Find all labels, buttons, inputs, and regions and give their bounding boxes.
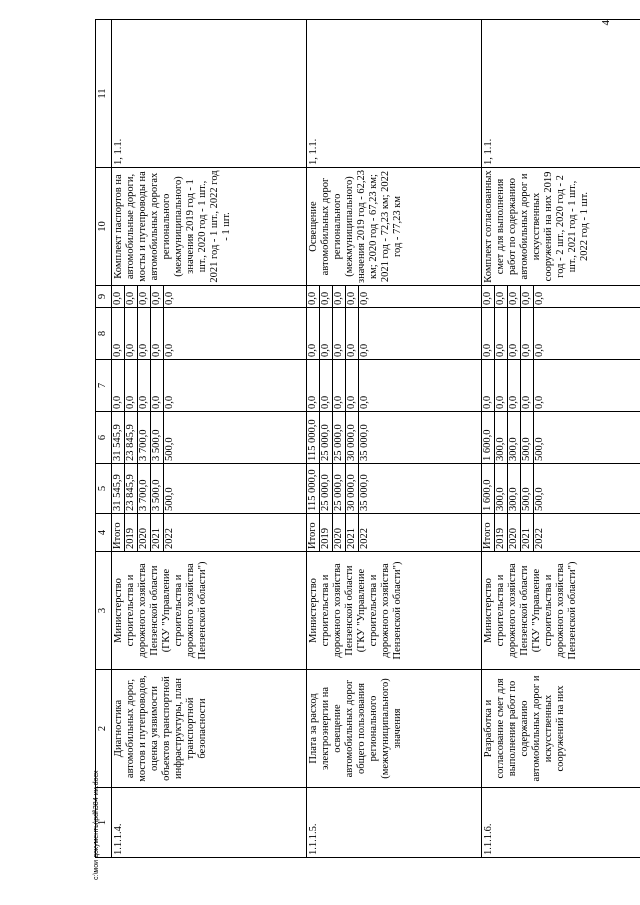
value-cell: 25 000,0 — [333, 464, 346, 513]
header-cell: 3 — [96, 552, 112, 670]
row-number: 1.1.1.4. — [112, 788, 307, 858]
value-cell: 300,0 — [495, 464, 508, 513]
value-cell: 0,0 — [164, 395, 175, 409]
value-cell: 2021 — [151, 514, 164, 551]
value-cell: 0,0 — [359, 291, 370, 305]
value-cell: 1 600,0 — [482, 412, 495, 463]
value-cell: Итого — [112, 514, 125, 551]
header-cell: 1 — [96, 788, 112, 858]
value-cell: 3 700,0 — [138, 412, 151, 463]
value-cell: 3 700,0 — [138, 464, 151, 513]
value-cell: 0,0 — [508, 308, 521, 359]
header-cell: 8 — [96, 308, 112, 360]
value-cell: 2021 — [521, 514, 534, 551]
other-sources-cell — [112, 286, 307, 308]
header-cell: 5 — [96, 464, 112, 514]
row-number: 1.1.1.5. — [307, 788, 482, 858]
value-cell: 0,0 — [521, 286, 534, 307]
local-budget-cell — [482, 308, 640, 360]
value-cell: 2020 — [138, 514, 151, 551]
header-cell: 7 — [96, 360, 112, 412]
value-cell: 2022 — [164, 528, 175, 549]
other-sources-cell — [482, 286, 640, 308]
value-cell: 31 545,9 — [112, 464, 125, 513]
value-cell: 0,0 — [112, 308, 125, 359]
value-cell: 2020 — [508, 514, 521, 551]
program-table — [95, 19, 640, 858]
table-row — [112, 20, 307, 858]
value-cell: 500,0 — [521, 464, 534, 513]
total-funding-cell — [112, 464, 307, 514]
value-cell: 0,0 — [320, 360, 333, 411]
value-cell: 1 600,0 — [482, 464, 495, 513]
value-cell: 500,0 — [534, 437, 545, 461]
value-cell: 0,0 — [346, 360, 359, 411]
value-cell: 0,0 — [151, 308, 164, 359]
year-cell — [112, 514, 307, 552]
value-cell: 0,0 — [307, 286, 320, 307]
total-funding-cell — [307, 464, 482, 514]
header-cell: 11 — [96, 20, 112, 168]
value-cell: 0,0 — [138, 308, 151, 359]
rotated-page — [95, 20, 610, 880]
value-cell: 0,0 — [521, 308, 534, 359]
row-number: 1.1.1.6. — [482, 788, 640, 858]
link-cell: 1, 1.1. — [482, 20, 640, 168]
expected-result: Комплект согласованных смет для выполнения работ по содержанию автомобильных дорог и искусственных сооружений на них 2019 год - 2 шт., 2020 год - 2 шт., 2021 год - 1 шт., 2022 год - 1 шт. — [482, 168, 640, 286]
value-cell: 35 000,0 — [359, 424, 370, 461]
value-cell: 0,0 — [495, 308, 508, 359]
header-cell: 10 — [96, 168, 112, 286]
value-cell: 0,0 — [333, 308, 346, 359]
value-cell: 2019 — [320, 514, 333, 551]
value-cell: 0,0 — [534, 291, 545, 305]
activity-name: Плата за расход электроэнергии на освещение автомобильных дорог общего пользования регионального (межмуниципального) значения — [307, 670, 482, 788]
value-cell: 0,0 — [164, 291, 175, 305]
value-cell: 0,0 — [138, 286, 151, 307]
value-cell: 0,0 — [333, 360, 346, 411]
year-cell — [482, 514, 640, 552]
activity-name: Разработка и согласование смет для выполнения работ по содержанию автомобильных дорог и искусственных сооружений на них — [482, 670, 640, 788]
value-cell: 500,0 — [521, 412, 534, 463]
value-cell: 500,0 — [164, 487, 175, 511]
regional-budget-cell — [307, 412, 482, 464]
value-cell: Итого — [482, 514, 495, 551]
value-cell: 23 845,9 — [125, 412, 138, 463]
value-cell: 115 000,0 — [307, 412, 320, 463]
value-cell: 0,0 — [508, 286, 521, 307]
executor-cell: Министерство строительства и дорожного хозяйства Пензенской области (ГКУ "Управление строительства и дорожного хозяйства Пензенской области") — [112, 552, 307, 670]
executor-cell: Министерство строительства и дорожного хозяйства Пензенской области (ГКУ "Управление строительства и дорожного хозяйства Пензенской области") — [307, 552, 482, 670]
value-cell: 0,0 — [125, 308, 138, 359]
value-cell: 2022 — [359, 528, 370, 549]
value-cell: 500,0 — [164, 437, 175, 461]
value-cell: 35 000,0 — [359, 474, 370, 511]
value-cell: 25 000,0 — [320, 412, 333, 463]
value-cell: 0,0 — [495, 286, 508, 307]
header-cell: 4 — [96, 514, 112, 552]
value-cell: 0,0 — [112, 286, 125, 307]
value-cell: 0,0 — [521, 360, 534, 411]
local-budget-cell — [307, 308, 482, 360]
total-funding-cell — [482, 464, 640, 514]
value-cell: 500,0 — [534, 487, 545, 511]
value-cell: 0,0 — [138, 360, 151, 411]
value-cell: 0,0 — [508, 360, 521, 411]
value-cell: 0,0 — [307, 360, 320, 411]
value-cell: 0,0 — [482, 360, 495, 411]
header-cell: 2 — [96, 670, 112, 788]
federal-budget-cell — [482, 360, 640, 412]
footer-path: c:\мои документы\pdf\384-ии.docx — [93, 770, 100, 880]
value-cell: 23 845,9 — [125, 464, 138, 513]
value-cell: 25 000,0 — [320, 464, 333, 513]
federal-budget-cell — [112, 360, 307, 412]
value-cell: 0,0 — [359, 343, 370, 357]
value-cell: 0,0 — [164, 343, 175, 357]
federal-budget-cell — [307, 360, 482, 412]
value-cell: 25 000,0 — [333, 412, 346, 463]
value-cell: 0,0 — [359, 395, 370, 409]
year-cell — [307, 514, 482, 552]
page-number: 4 — [600, 20, 612, 26]
other-sources-cell — [307, 286, 482, 308]
value-cell: 0,0 — [151, 286, 164, 307]
value-cell: 0,0 — [482, 286, 495, 307]
value-cell: 300,0 — [508, 412, 521, 463]
value-cell: 0,0 — [112, 360, 125, 411]
value-cell: 2021 — [346, 514, 359, 551]
value-cell: 2019 — [495, 514, 508, 551]
value-cell: 30 000,0 — [346, 412, 359, 463]
value-cell: 300,0 — [508, 464, 521, 513]
value-cell: 0,0 — [151, 360, 164, 411]
value-cell: 0,0 — [333, 286, 346, 307]
value-cell: 0,0 — [495, 360, 508, 411]
value-cell: 115 000,0 — [307, 464, 320, 513]
link-cell: 1, 1.1. — [112, 20, 307, 168]
value-cell: Итого — [307, 514, 320, 551]
value-cell: 300,0 — [495, 412, 508, 463]
header-row — [96, 20, 112, 858]
value-cell: 3 500,0 — [151, 412, 164, 463]
link-cell: 1, 1.1. — [307, 20, 482, 168]
value-cell: 2019 — [125, 514, 138, 551]
expected-result: Комплект паспортов на автомобильные дороги, мосты и путепроводы на автомобильных дорогах регионального (межмуниципального) значения 2019 год - 1 шт., 2020 год - 1 шт., 2021 год - 1 шт., 2022 год - 1 шт. — [112, 168, 307, 286]
regional-budget-cell — [482, 412, 640, 464]
executor-cell: Министерство строительства и дорожного хозяйства Пензенской области (ГКУ "Управление строительства и дорожного хозяйства Пензенской области") — [482, 552, 640, 670]
value-cell: 0,0 — [346, 308, 359, 359]
value-cell: 31 545,9 — [112, 412, 125, 463]
value-cell: 0,0 — [320, 286, 333, 307]
value-cell: 0,0 — [534, 395, 545, 409]
value-cell: 0,0 — [346, 286, 359, 307]
value-cell: 30 000,0 — [346, 464, 359, 513]
value-cell: 0,0 — [534, 343, 545, 357]
value-cell: 0,0 — [320, 308, 333, 359]
local-budget-cell — [112, 308, 307, 360]
header-cell: 6 — [96, 412, 112, 464]
value-cell: 2020 — [333, 514, 346, 551]
header-cell: 9 — [96, 286, 112, 308]
value-cell: 0,0 — [482, 308, 495, 359]
value-cell: 3 500,0 — [151, 464, 164, 513]
value-cell: 0,0 — [307, 308, 320, 359]
regional-budget-cell — [112, 412, 307, 464]
value-cell: 2022 — [534, 528, 545, 549]
value-cell: 0,0 — [125, 360, 138, 411]
activity-name: Диагностика автомобильных дорог, мостов и путепроводов, оценка уязвимости объектов транспортной инфраструктуры, план транспортной безопасности — [112, 670, 307, 788]
value-cell: 0,0 — [125, 286, 138, 307]
table-row — [482, 20, 640, 858]
table-row — [307, 20, 482, 858]
expected-result: Освещение автомобильных дорог регионального (межмуниципального) значения 2019 год - 62,23 км; 2020 год - 67,23 км; 2021 год - 72,23 км; 2022 год - 77,23 км — [307, 168, 482, 286]
